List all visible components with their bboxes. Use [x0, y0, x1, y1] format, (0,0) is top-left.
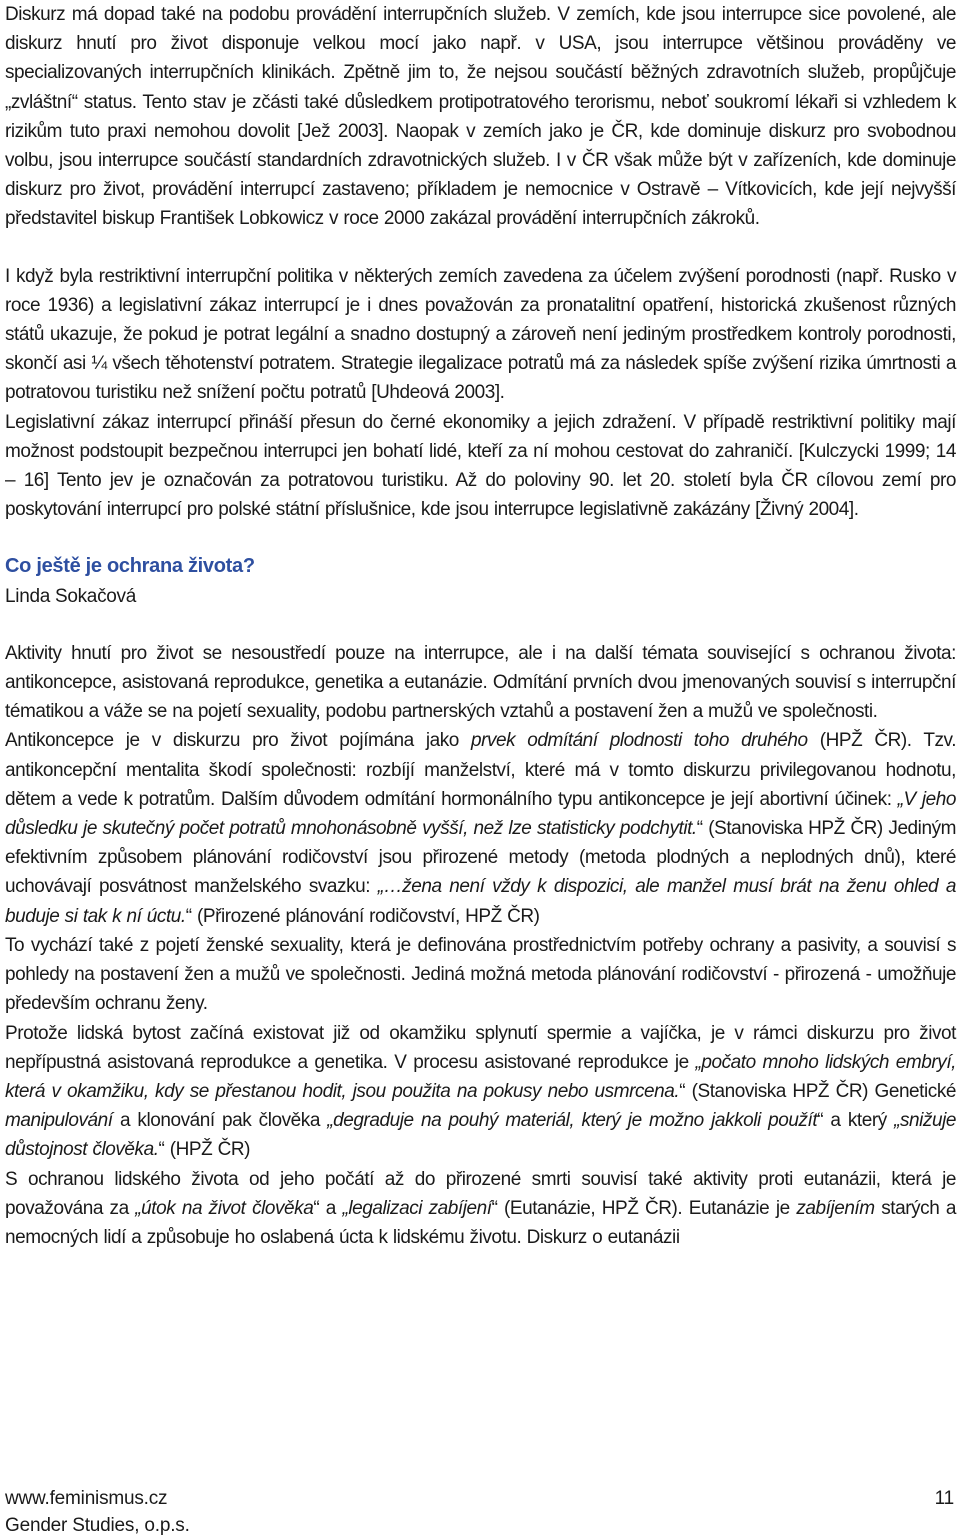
text-run: (HPŽ ČR). Tzv. antikoncepční mentalita škodí společnosti: rozbíjí manželství, které má v tomto diskurzu privilegovanou hodnotu, dětem a vede k potratům. Dalším důvodem odmítání hormonálního typu antikoncepce je její abortivní účinek:: [5, 730, 957, 810]
footer-website-link[interactable]: www.feminismus.cz: [5, 1488, 168, 1509]
page-footer: [5, 1485, 954, 1539]
text-run: a klonování pak člověka: [112, 1110, 328, 1132]
italic-quote: „…žena není vždy k dispozici, ale manžel musí brát na ženu ohled a buduje si tak k ní úctu.: [5, 876, 956, 927]
document-page: [5, 0, 956, 1252]
text-run: S ochranou lidského života od jeho počátí až do přirozené smrti souvisí také aktivity proti eutanázii, která je považována za: [5, 1168, 956, 1219]
footer-organization: Gender Studies, o.p.s.: [5, 1515, 190, 1536]
text-run: “ a: [313, 1197, 343, 1219]
italic-quote: „degraduje na pouhý materiál, který je možno jakkoli použít: [327, 1110, 818, 1132]
paragraph-gap: [5, 524, 956, 552]
section-heading: Co ještě je ochrana života?: [5, 555, 255, 578]
text-run: “ (HPŽ ČR): [158, 1139, 251, 1161]
paragraph-antikoncepce: [5, 726, 956, 930]
page-number: 11: [934, 1488, 954, 1509]
text-run: starých a nemocných lidí a způsobuje ho oslabená úcta k lidskému životu. Diskurz o eutanázii: [5, 1197, 956, 1248]
text-run: “ (Stanoviska HPŽ ČR) Jediným efektivním způsobem plánování rodičovství jsou přirozené metody (metoda plodných a neplodných dnů), které uchovávají posvátnost manželského svazku:: [5, 818, 956, 898]
paragraph-legislativni-zakaz: Legislativní zákaz interrupcí přináší přesun do černé ekonomiky a jejich zdražení. V případě restriktivní politiky mají možnost podstoupit bezpečnou interrupci jen bohatí lidé, kteří za ní mohou cestovat do zahraničí. [Kulczycki 1999; 14 – 16] Tento jev je označován za potratovou turistiku. Až do poloviny 90. let 20. století byla ČR cílovou zemí pro poskytování interrupcí pro polské státní příslušnice, kde jsou interrupce legislativně zakázány [Živný 2004].: [5, 411, 956, 521]
paragraph-reprodukce: [5, 1019, 956, 1165]
paragraph-aktivity: Aktivity hnutí pro život se nesoustředí pouze na interrupce, ale i na další témata související s ochranou života: antikoncepce, asistovaná reprodukce, genetika a eutanázie. Odmítání prvních dvou jmenovaných souvisí s interrupční tématikou a váže se na pojetí sexuality, podobu partnerských vztahů a postavení žen a mužů ve společnosti.: [5, 642, 956, 723]
italic-run: zabíjením: [796, 1197, 875, 1219]
paragraph-gap: [5, 234, 956, 262]
paragraph-restriktivni-politika: I když byla restriktivní interrupční politika v některých zemích zavedena za účelem zvýšení porodnosti (např. Rusko v roce 1936) a legislativní zákaz interrupcí je i dnes považován za pronatalitní opatření, historická zkušenost různých států ukazuje, že pokud je potrat legální a snadno dostupný a zároveň není jediným prostředkem kontroly porodnosti, skončí asi ¼ všech těhotenství potratem. Strategie ilegalizace potratů má za následek spíše zvýšení rizika úmrtnosti a potratovou turistiku než snížení počtu potratů [Uhdeová 2003].: [5, 265, 956, 404]
paragraph-eutanazie: [5, 1165, 956, 1253]
italic-quote: „legalizaci zabíjení: [342, 1197, 492, 1219]
paragraph-gap: [5, 611, 956, 639]
italic-run: manipulování: [5, 1110, 113, 1132]
text-run: Antikoncepce je v diskurzu pro život pojímána jako: [5, 730, 471, 752]
italic-quote: „útok na život člověka: [135, 1197, 314, 1219]
italic-quote: „V jeho důsledku je skutečný počet potratů mnohonásobně vyšší, než lze statisticky podchytit.: [5, 788, 956, 840]
text-run: “ (Eutanázie, HPŽ ČR). Eutanázie je: [491, 1197, 797, 1219]
text-run: Protože lidská bytost začíná existovat již od okamžiku splynutí spermie a vajíčka, je v rámci diskurzu pro život nepřípustná asistovaná reprodukce a genetika. V procesu asistované reprodukce je: [5, 1022, 956, 1073]
section-author: Linda Sokačová: [5, 585, 137, 607]
text-run: “ (Stanoviska HPŽ ČR) Genetické: [679, 1080, 956, 1102]
italic-quote: „počato mnoho lidských embryí, která v okamžiku, kdy se přestanou hodit, jsou použita na pokusy nebo usmrcena.: [5, 1051, 956, 1102]
paragraph-diskurz-dopad: Diskurz má dopad také na podobu provádění interrupčních služeb. V zemích, kde jsou interrupce sice povolené, ale diskurz hnutí pro život disponuje velkou mocí jako např. v USA, jsou interrupce většinou prováděny ve specializovaných interrupčních klinikách. Zpětně jim to, že nejsou součástí běžných zdravotních služeb, propůjčuje „zvláštní“ status. Tento stav je zčásti také důsledkem protipotratového terorismu, neboť soukromí lékaři si vzhledem k rizikům tuto praxi nemohou dovolit [Jež 2003]. Naopak v zemích jako je ČR, kde dominuje diskurz pro svobodnou volbu, jsou interrupce součástí standardních zdravotnických služeb. I v ČR však může být v zařízeních, kde dominuje diskurz pro život, provádění interrupcí zastaveno; příkladem je nemocnice v Ostravě – Vítkovicích, kde její nejvyšší představitel biskup František Lobkowicz v roce 2000 zakázal provádění interrupčních zákroků.: [5, 4, 956, 230]
text-run: “ (Přirozené plánování rodičovství, HPŽ ČR): [185, 905, 540, 927]
footer-left: [5, 1485, 190, 1539]
italic-run: prvek odmítání plodnosti toho druhého: [471, 730, 808, 752]
text-run: “ a který: [817, 1110, 895, 1132]
paragraph-zenska-sexualita: To vychází také z pojetí ženské sexuality, která je definována prostřednictvím potřeby ochrany a pasivity, a souvisí s pohledy na postavení žen a mužů ve společnosti. Jediná možná metoda plánování rodičovství - přirozená - umožňuje především ochranu ženy.: [5, 934, 956, 1015]
italic-quote: „snižuje důstojnost člověka.: [5, 1110, 956, 1161]
